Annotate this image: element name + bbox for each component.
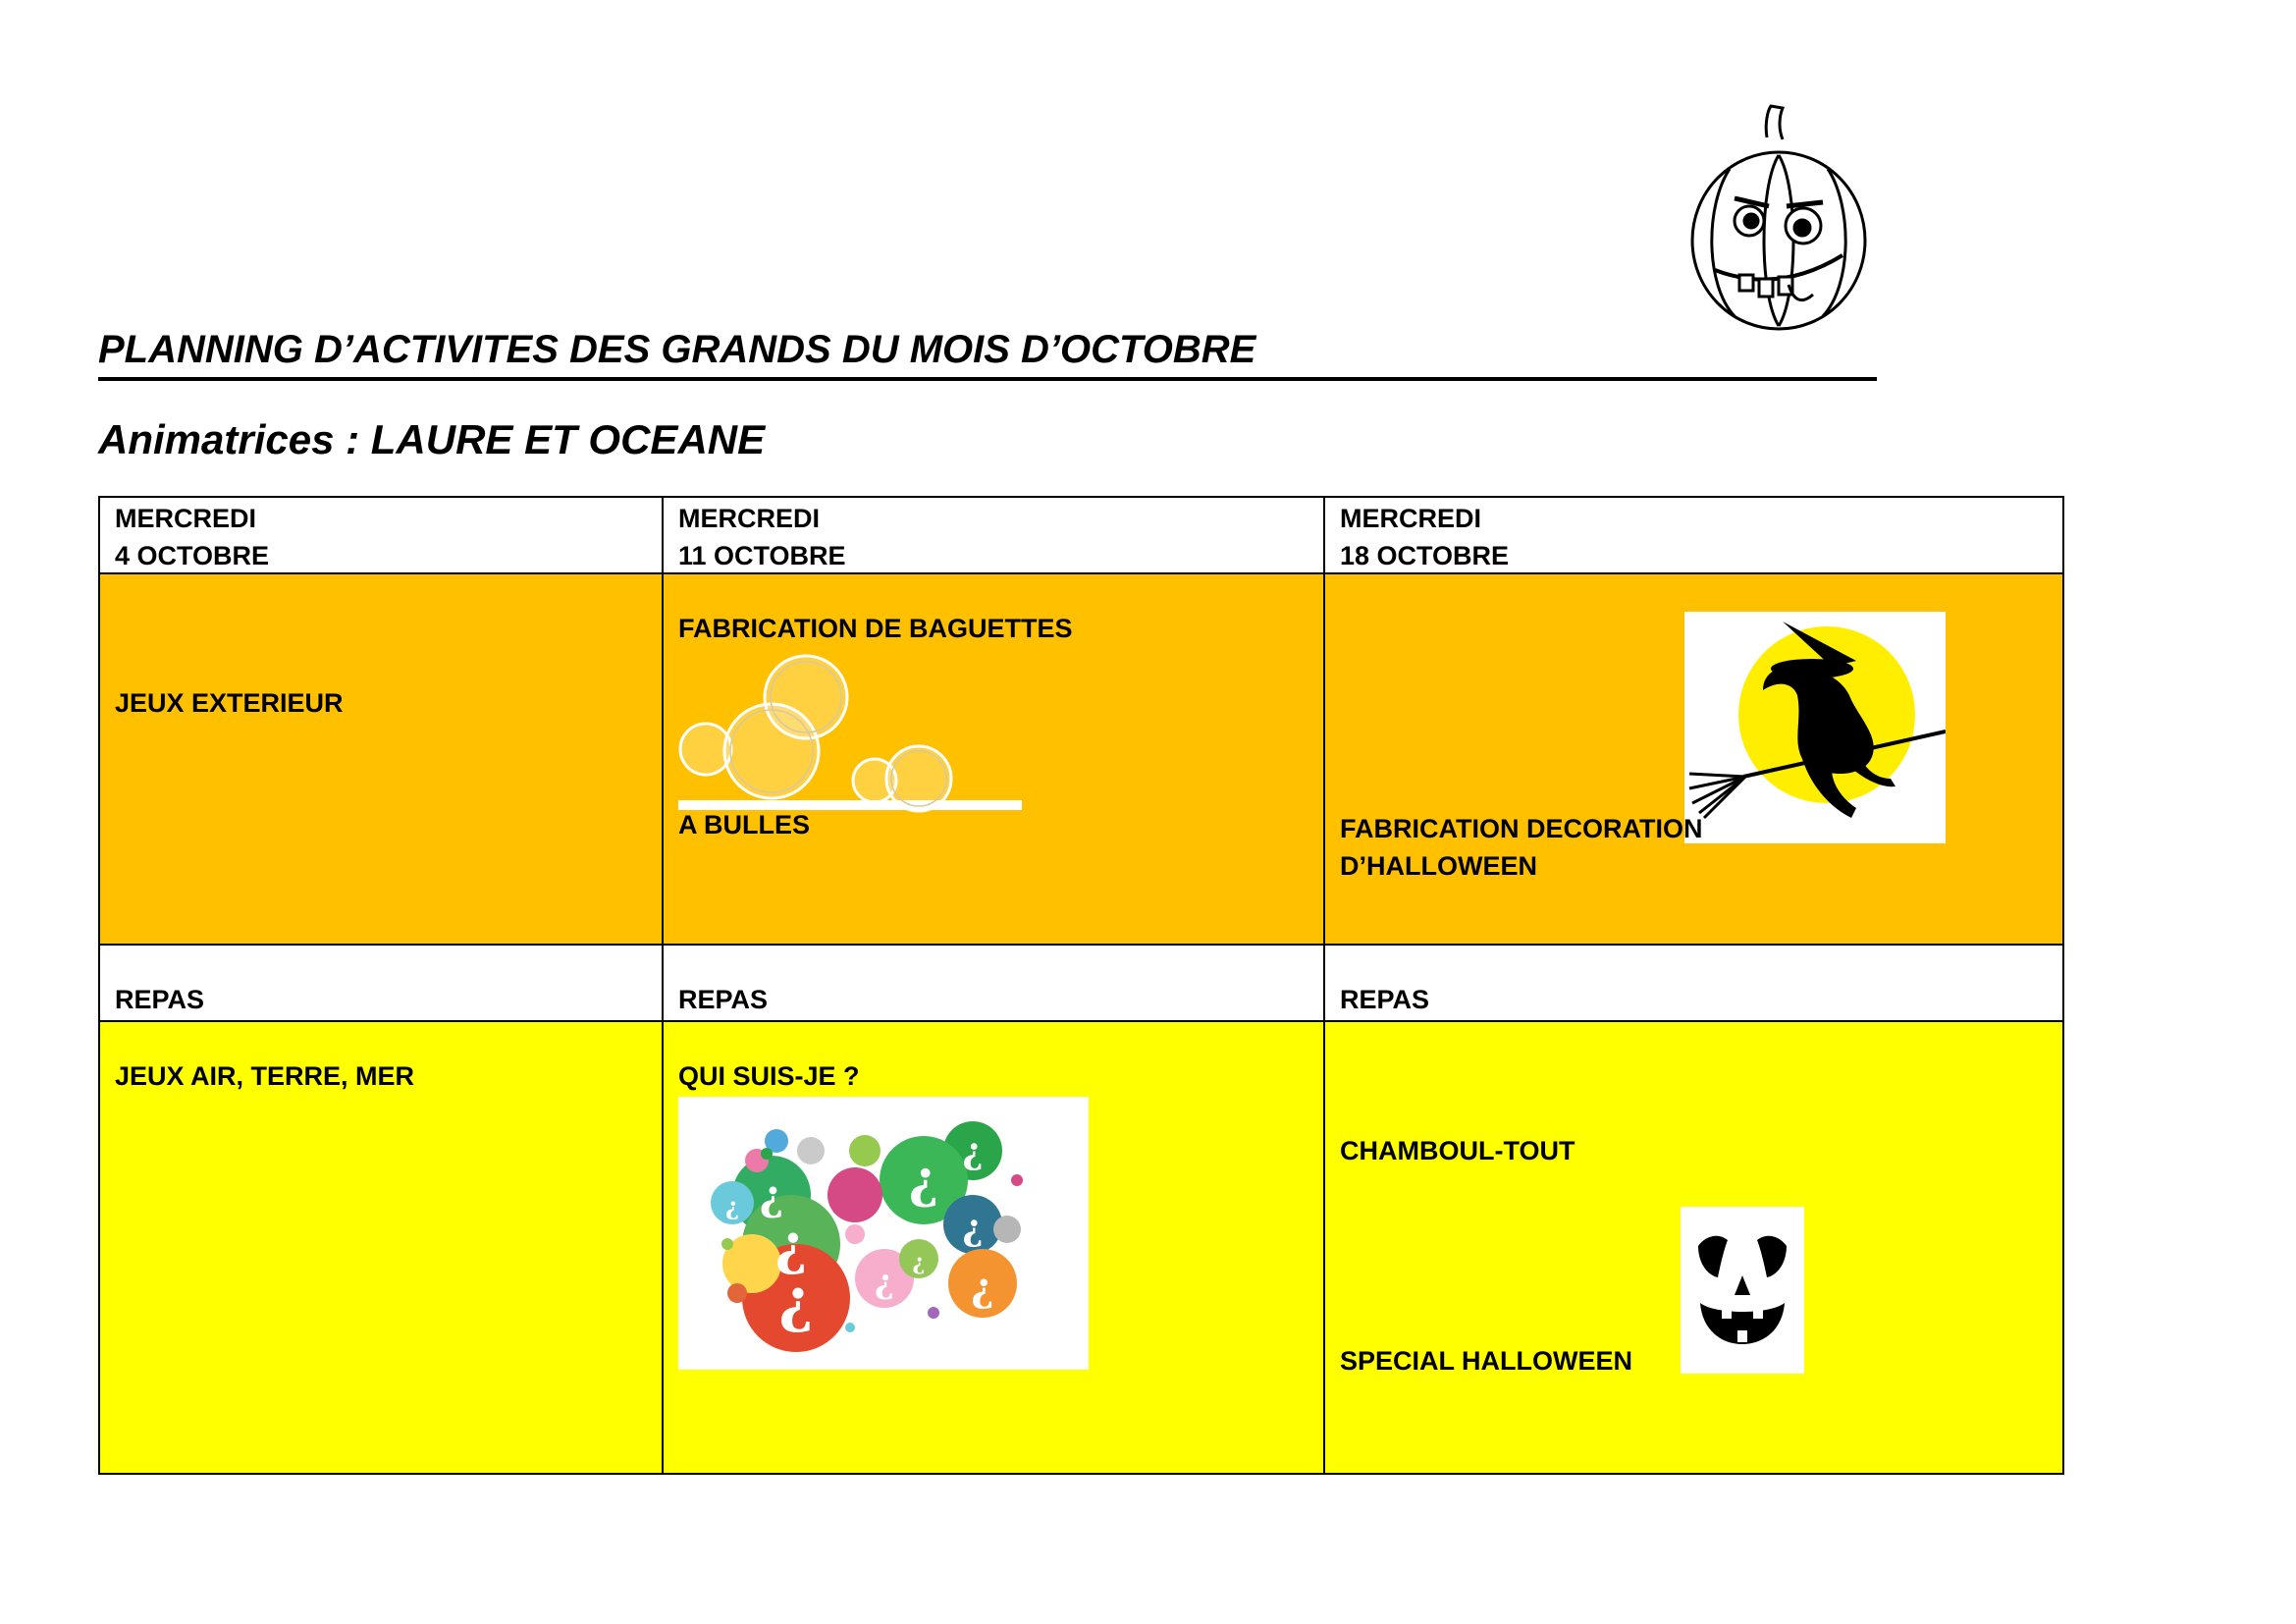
activity-label: SPECIAL HALLOWEEN (1340, 1346, 1633, 1376)
morning-row (99, 573, 2063, 945)
date-label: 18 OCTOBRE (1340, 541, 1510, 570)
page-title: PLANNING D’ACTIVITES DES GRANDS DU MOIS D’OCTOBRE (98, 324, 1877, 381)
activity-cell (663, 1021, 1324, 1474)
activity-cell (1324, 1021, 2063, 1474)
svg-text:¿: ¿ (962, 1131, 984, 1172)
date-label: 11 OCTOBRE (678, 541, 846, 570)
jack-o-lantern-face-icon (1681, 1207, 1804, 1374)
svg-text:¿: ¿ (912, 1250, 926, 1275)
activity-label: JEUX AIR, TERRE, MER (115, 1061, 415, 1091)
activity-cell (99, 1021, 663, 1474)
lunch-label: REPAS (115, 985, 205, 1014)
day-label: MERCREDI (678, 504, 821, 533)
planning-table (98, 496, 2064, 1475)
activity-cell (663, 573, 1324, 945)
date-label: 4 OCTOBRE (115, 541, 270, 570)
lunch-cell (1324, 945, 2063, 1021)
lunch-label: REPAS (1340, 985, 1430, 1014)
day-label: MERCREDI (115, 504, 257, 533)
svg-text:¿: ¿ (962, 1208, 984, 1249)
svg-text:¿: ¿ (875, 1263, 894, 1302)
svg-text:¿: ¿ (971, 1265, 994, 1311)
table-header-row (99, 497, 2063, 573)
header-cell (99, 497, 663, 573)
activity-label: D’HALLOWEEN (1340, 851, 1537, 881)
activity-label: CHAMBOUL-TOUT (1340, 1136, 1575, 1165)
svg-text:¿: ¿ (908, 1150, 939, 1210)
question-bubbles-icon (678, 1097, 1089, 1370)
activity-label: A BULLES (678, 810, 810, 839)
activity-label: JEUX EXTERIEUR (115, 688, 344, 718)
afternoon-row (99, 1021, 2063, 1474)
activity-label: QUI SUIS-JE ? (678, 1061, 860, 1091)
svg-text:¿: ¿ (759, 1171, 784, 1219)
svg-text:¿: ¿ (724, 1192, 740, 1220)
activity-cell (1324, 573, 2063, 945)
activity-cell (99, 573, 663, 945)
header-cell (663, 497, 1324, 573)
page-subtitle: Animatrices : LAURE ET OCEANE (98, 416, 766, 462)
svg-text:¿: ¿ (774, 1213, 808, 1277)
day-label: MERCREDI (1340, 504, 1482, 533)
pumpkin-icon (1681, 98, 1877, 339)
witch-on-broom-icon (1684, 612, 1946, 843)
svg-text:¿: ¿ (778, 1267, 814, 1335)
lunch-label: REPAS (678, 985, 769, 1014)
activity-label: FABRICATION DE BAGUETTES (678, 614, 1073, 643)
header-cell (1324, 497, 2063, 573)
lunch-cell (99, 945, 663, 1021)
lunch-cell (663, 945, 1324, 1021)
activity-label: FABRICATION DECORATION (1340, 814, 1703, 843)
lunch-row (99, 945, 2063, 1021)
bubbles-icon (678, 653, 1022, 820)
